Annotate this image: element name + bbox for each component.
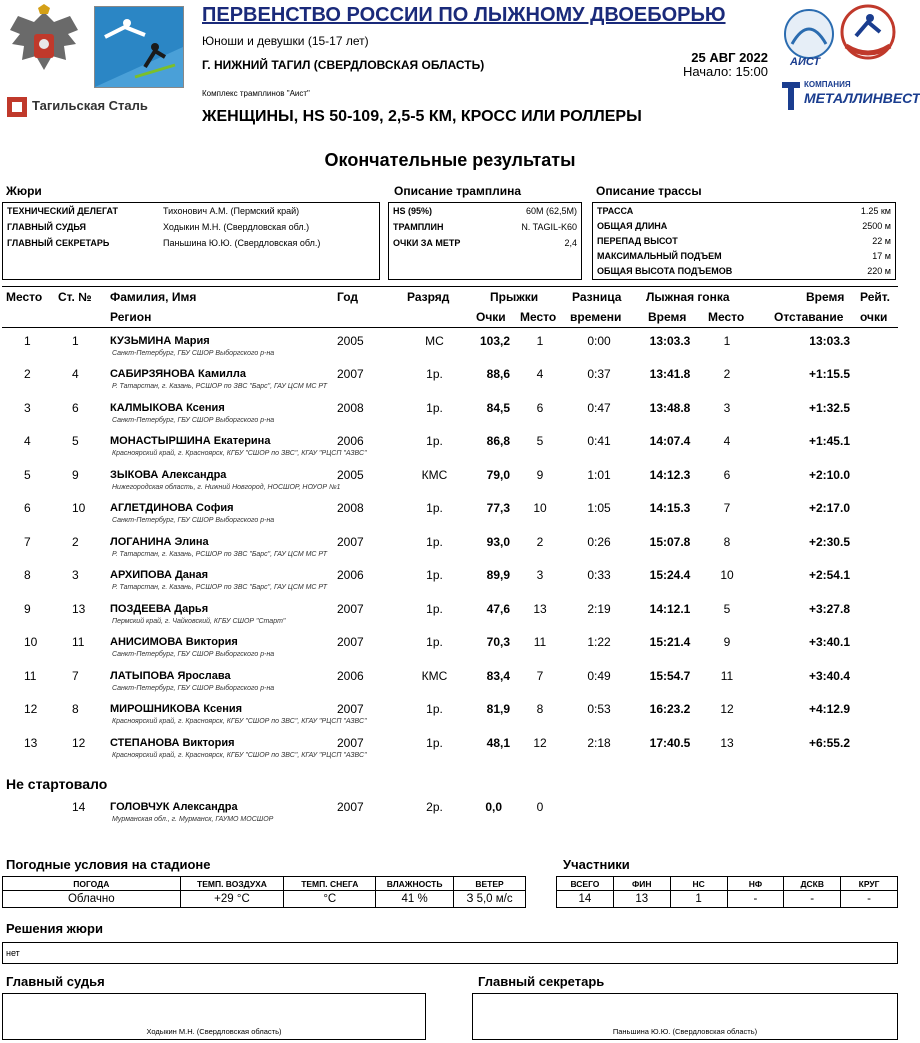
cell-gap: +2:10.0 <box>808 468 850 482</box>
cell-gap: +2:30.5 <box>808 535 850 549</box>
course-key: ПЕРЕПАД ВЫСОТ <box>597 236 678 246</box>
hill-title: Описание трамплина <box>394 184 522 198</box>
cell-ski-place: 5 <box>723 602 731 616</box>
course-title: Описание трассы <box>596 184 702 198</box>
cell-year: 2008 <box>337 501 364 515</box>
cell-year: 2006 <box>337 434 364 448</box>
cell-name: ПОЗДЕЕВА Дарья <box>110 603 209 615</box>
cell-gap: +4:12.9 <box>808 702 850 716</box>
participants-value: 14 <box>557 891 614 908</box>
col-rank: Разряд <box>407 290 450 304</box>
cell-bib: 3 <box>72 568 79 582</box>
weather-header: ТЕМП. ВОЗДУХА <box>180 877 284 891</box>
event-date: 25 АВГ 2022 <box>691 50 768 65</box>
judge-signature-box <box>2 993 426 1040</box>
cell-rank: 2р. <box>426 800 443 814</box>
cell-name: ЛОГАНИНА Элина <box>110 536 209 548</box>
cell-diff: 0:33 <box>587 568 611 582</box>
cell-bib: 2 <box>72 535 79 549</box>
cell-ski-place: 8 <box>723 535 731 549</box>
cell-diff: 1:05 <box>587 501 611 515</box>
event-title: ПЕРВЕНСТВО РОССИИ ПО ЛЫЖНОМУ ДВОЕБОРЬЮ <box>202 4 726 26</box>
aist-logo <box>782 4 836 74</box>
cell-gap: +3:27.8 <box>808 602 850 616</box>
jury-role: ГЛАВНЫЙ СУДЬЯ <box>7 222 87 232</box>
course-value: 17 м <box>872 251 891 261</box>
course-key: ОБЩАЯ ДЛИНА <box>597 221 668 231</box>
cell-name: АНИСИМОВА Виктория <box>110 636 238 648</box>
participants-value: 1 <box>670 891 727 908</box>
cell-region: Красноярский край, г. Красноярск, КГБУ "СШОР по ЗВС", КГАУ "РЦСП "АЗВС" <box>112 450 367 457</box>
jury-name: Ходыкин М.Н. (Свердловская обл.) <box>163 222 310 232</box>
cell-points: 48,1 <box>486 736 510 750</box>
cell-region: Санкт-Петербург, ГБУ СШОР Выборгского р-на <box>112 517 275 524</box>
cell-region: Санкт-Петербург, ГБУ СШОР Выборгского р-на <box>112 417 275 424</box>
cell-rank: МС <box>425 334 444 348</box>
weather-value: °C <box>284 891 376 908</box>
cell-year: 2007 <box>337 602 364 616</box>
cell-bib: 13 <box>72 602 86 616</box>
participants-value: - <box>784 891 841 908</box>
results-header-bottom-line <box>2 327 898 328</box>
table-row <box>0 398 900 431</box>
cell-points: 47,6 <box>486 602 510 616</box>
cell-name: ЛАТЫПОВА Ярослава <box>110 670 231 682</box>
course-key: МАКСИМАЛЬНЫЙ ПОДЪЕМ <box>597 251 722 261</box>
cell-gap: +1:32.5 <box>808 401 850 415</box>
cell-ski-place: 9 <box>723 635 731 649</box>
cell-year: 2007 <box>337 535 364 549</box>
participants-header: КРУГ <box>841 877 898 891</box>
cell-diff: 1:01 <box>587 468 611 482</box>
participants-header: ВСЕГО <box>557 877 614 891</box>
cell-place: 4 <box>24 434 31 448</box>
col-year: Год <box>337 290 358 304</box>
cell-name: СТЕПАНОВА Виктория <box>110 737 235 749</box>
cell-year: 2007 <box>337 635 364 649</box>
metalloinvest-caption: КОМПАНИЯ <box>804 80 851 89</box>
participants-header: ФИН <box>613 877 670 891</box>
cell-points: 88,6 <box>486 367 510 381</box>
col-jump-place: Место <box>520 310 557 324</box>
cell-place: 13 <box>24 736 38 750</box>
cell-jump-place: 12 <box>533 736 547 750</box>
cell-points: 93,0 <box>486 535 510 549</box>
event-discipline: ЖЕНЩИНЫ, HS 50-109, 2,5-5 КМ, КРОСС ИЛИ РОЛЛЕРЫ <box>202 108 642 125</box>
table-row <box>0 364 900 397</box>
cell-rank: 1р. <box>426 535 443 549</box>
dns-title: Не стартовало <box>6 776 108 792</box>
hill-box <box>388 202 582 280</box>
cell-name: КАЛМЫКОВА Ксения <box>110 402 225 414</box>
cell-rank: 1р. <box>426 736 443 750</box>
jury-role: ГЛАВНЫЙ СЕКРЕТАРЬ <box>7 238 110 248</box>
cell-jump-place: 3 <box>536 568 544 582</box>
participants-header: НФ <box>727 877 784 891</box>
cell-name: ГОЛОВЧУК Александра <box>110 801 238 813</box>
cell-gap: +6:55.2 <box>808 736 850 750</box>
hill-key: HS (95%) <box>393 206 433 216</box>
cell-ski-time: 14:07.4 <box>649 434 691 448</box>
results-header-top-line <box>2 286 898 287</box>
cell-gap: +1:15.5 <box>808 367 850 381</box>
decisions-title: Решения жюри <box>6 921 103 936</box>
hill-key: ТРАМПЛИН <box>393 222 444 232</box>
ski-federation-logo <box>840 2 896 72</box>
cell-diff: 0:26 <box>587 535 611 549</box>
weather-value: 41 % <box>376 891 454 908</box>
participants-title: Участники <box>563 857 630 872</box>
cell-points: 81,9 <box>486 702 510 716</box>
cell-rank: 1р. <box>426 568 443 582</box>
jury-title: Жюри <box>6 184 42 198</box>
table-row <box>0 632 900 665</box>
secretary-signature-name: Паньшина Ю.Ю. (Свердловская область) <box>612 1027 758 1036</box>
table-row <box>0 465 900 498</box>
cell-region: Санкт-Петербург, ГБУ СШОР Выборгского р-на <box>112 685 275 692</box>
cell-region: Мурманская обл., г. Мурманск, ГАУМО МОСШОР <box>112 816 274 823</box>
cell-gap: 13:03.3 <box>809 334 850 348</box>
cell-year: 2006 <box>337 568 364 582</box>
table-row <box>0 733 900 766</box>
cell-jump-place: 10 <box>533 501 547 515</box>
ski-jump-logo <box>94 6 184 88</box>
cell-ski-time: 17:40.5 <box>649 736 691 750</box>
cell-name: АРХИПОВА Даная <box>110 569 209 581</box>
course-value: 2500 м <box>862 221 891 231</box>
secretary-signature-title: Главный секретарь <box>478 974 605 989</box>
cell-diff: 0:37 <box>587 367 611 381</box>
cell-year: 2008 <box>337 401 364 415</box>
tagil-steel-text: Тагильская Сталь <box>32 98 148 113</box>
cell-place: 6 <box>24 501 31 515</box>
tagil-steel-logo <box>6 96 186 118</box>
col-rating: Рейт. <box>860 290 890 304</box>
course-key: ТРАССА <box>597 206 634 216</box>
table-row <box>0 565 900 598</box>
cell-ski-place: 4 <box>723 434 731 448</box>
jury-box <box>2 202 380 280</box>
col-place: Место <box>6 290 43 304</box>
weather-header: ВЕТЕР <box>454 877 526 891</box>
cell-bib: 8 <box>72 702 79 716</box>
cell-place: 1 <box>24 334 31 348</box>
table-row <box>0 431 900 464</box>
cell-year: 2007 <box>337 736 364 750</box>
cell-ski-place: 12 <box>720 702 734 716</box>
course-value: 220 м <box>867 266 891 276</box>
col-gap: Отставание <box>774 310 844 324</box>
table-row <box>0 599 900 632</box>
course-value: 22 м <box>872 236 891 246</box>
cell-ski-place: 6 <box>723 468 731 482</box>
decisions-box <box>2 942 898 964</box>
cell-jump-place: 6 <box>536 401 544 415</box>
cell-bib: 6 <box>72 401 79 415</box>
cell-ski-time: 15:21.4 <box>649 635 691 649</box>
cell-ski-place: 2 <box>723 367 731 381</box>
cell-year: 2006 <box>337 669 364 683</box>
participants-header: ДСКВ <box>784 877 841 891</box>
cell-points: 89,9 <box>486 568 510 582</box>
cell-place: 5 <box>24 468 31 482</box>
col-rating-2: очки <box>860 310 888 324</box>
cell-place: 8 <box>24 568 31 582</box>
course-box <box>592 202 896 280</box>
cell-points: 103,2 <box>479 334 510 348</box>
weather-title: Погодные условия на стадионе <box>6 857 211 872</box>
cell-ski-time: 13:41.8 <box>649 367 691 381</box>
table-row <box>0 532 900 565</box>
col-ski: Лыжная гонка <box>646 290 730 304</box>
cell-place: 10 <box>24 635 38 649</box>
cell-points: 77,3 <box>486 501 510 515</box>
cell-ski-time: 15:54.7 <box>649 669 691 683</box>
cell-gap: +2:17.0 <box>808 501 850 515</box>
cell-bib: 5 <box>72 434 79 448</box>
cell-name: МИРОШНИКОВА Ксения <box>110 703 243 715</box>
cell-diff: 2:19 <box>587 602 611 616</box>
cell-jump-place: 0 <box>536 800 544 814</box>
weather-value: З 5,0 м/с <box>454 891 526 908</box>
cell-bib: 12 <box>72 736 86 750</box>
cell-diff: 0:49 <box>587 669 611 683</box>
cell-year: 2007 <box>337 702 364 716</box>
hill-value: 2,4 <box>564 238 577 248</box>
weather-header: ПОГОДА <box>3 877 181 891</box>
cell-rank: 1р. <box>426 434 443 448</box>
event-venue: Комплекс трамплинов "Аист" <box>202 89 310 98</box>
col-jump: Прыжки <box>490 290 539 304</box>
participants-value: - <box>841 891 898 908</box>
dns-row <box>0 797 900 830</box>
cell-place: 7 <box>24 535 31 549</box>
cell-rank: 1р. <box>426 602 443 616</box>
cell-points: 0,0 <box>485 800 502 814</box>
col-ski-place: Место <box>708 310 745 324</box>
table-row <box>0 498 900 531</box>
metalloinvest-text: МЕТАЛЛИНВЕСТ <box>804 90 920 106</box>
table-row <box>0 331 900 364</box>
cell-region: Санкт-Петербург, ГБУ СШОР Выборгского р-на <box>112 651 275 658</box>
hill-key: ОЧКИ ЗА МЕТР <box>393 238 461 248</box>
judge-signature-title: Главный судья <box>6 974 105 989</box>
participants-value: 13 <box>613 891 670 908</box>
weather-header: ВЛАЖНОСТЬ <box>376 877 454 891</box>
secretary-signature-box <box>472 993 898 1040</box>
cell-gap: +2:54.1 <box>808 568 850 582</box>
weather-table <box>2 876 526 908</box>
cell-jump-place: 2 <box>536 535 544 549</box>
event-start-time: Начало: 15:00 <box>682 64 768 79</box>
cell-bib: 7 <box>72 669 79 683</box>
cell-gap: +3:40.4 <box>808 669 850 683</box>
cell-bib: 4 <box>72 367 79 381</box>
cell-jump-place: 9 <box>536 468 544 482</box>
cell-ski-place: 13 <box>720 736 734 750</box>
cell-points: 83,4 <box>486 669 510 683</box>
cell-jump-place: 5 <box>536 434 544 448</box>
cell-region: Р. Татарстан, г. Казань, РСШОР по ЗВС "Барс", ГАУ ЦСМ МС РТ <box>112 551 327 558</box>
document-title: Окончательные результаты <box>324 150 576 170</box>
cell-bib: 9 <box>72 468 79 482</box>
cell-ski-time: 16:23.2 <box>649 702 691 716</box>
participants-header: НС <box>670 877 727 891</box>
col-points: Очки <box>476 310 506 324</box>
cell-ski-place: 7 <box>723 501 731 515</box>
decisions-text: нет <box>6 948 20 958</box>
cell-place: 2 <box>24 367 31 381</box>
metalloinvest-logo <box>782 80 920 114</box>
cell-place: 11 <box>24 669 37 683</box>
cell-name: САБИРЗЯНОВА Камилла <box>110 368 246 380</box>
cell-jump-place: 13 <box>533 602 547 616</box>
cell-jump-place: 11 <box>533 635 547 649</box>
cell-diff: 0:41 <box>587 434 611 448</box>
cell-name: МОНАСТЫРШИНА Екатерина <box>110 435 271 447</box>
participants-value: - <box>727 891 784 908</box>
cell-rank: 1р. <box>426 367 443 381</box>
weather-header: ТЕМП. СНЕГА <box>284 877 376 891</box>
weather-value: +29 °C <box>180 891 284 908</box>
weather-value: Облачно <box>3 891 181 908</box>
cell-year: 2005 <box>337 334 364 348</box>
col-name: Фамилия, Имя <box>110 290 197 304</box>
cell-name: ЗЫКОВА Александра <box>110 469 227 481</box>
cell-bib: 1 <box>72 334 79 348</box>
cell-rank: 1р. <box>426 401 443 415</box>
cell-points: 70,3 <box>486 635 510 649</box>
cell-rank: 1р. <box>426 501 443 515</box>
col-region: Регион <box>110 310 152 324</box>
cell-place: 9 <box>24 602 31 616</box>
cell-gap: +1:45.1 <box>808 434 850 448</box>
cell-jump-place: 1 <box>536 334 544 348</box>
cell-ski-time: 15:07.8 <box>649 535 691 549</box>
cell-ski-place: 1 <box>723 334 731 348</box>
cell-diff: 1:22 <box>587 635 611 649</box>
cell-year: 2005 <box>337 468 364 482</box>
col-diff: Разница <box>572 290 622 304</box>
table-row <box>0 699 900 732</box>
cell-year: 2007 <box>337 800 364 814</box>
event-category: Юноши и девушки (15-17 лет) <box>202 34 369 48</box>
cell-jump-place: 8 <box>536 702 544 716</box>
participants-table <box>556 876 898 908</box>
coat-of-arms-logo <box>4 4 84 88</box>
cell-ski-time: 14:12.1 <box>649 602 691 616</box>
col-diff-2: времени <box>570 310 622 324</box>
cell-region: Пермский край, г. Чайковский, КГБУ СШОР "Старт" <box>112 618 286 625</box>
cell-points: 86,8 <box>486 434 510 448</box>
course-value: 1.25 км <box>860 206 891 216</box>
cell-ski-time: 14:12.3 <box>649 468 691 482</box>
table-row <box>0 666 900 699</box>
cell-rank: 1р. <box>426 702 443 716</box>
cell-bib: 11 <box>72 635 85 649</box>
course-key: ОБЩАЯ ВЫСОТА ПОДЪЕМОВ <box>597 266 733 276</box>
cell-ski-time: 13:48.8 <box>649 401 691 415</box>
judge-signature-name: Ходыкин М.Н. (Свердловская область) <box>146 1027 282 1036</box>
cell-name: КУЗЬМИНА Мария <box>110 335 210 347</box>
cell-rank: КМС <box>421 669 448 683</box>
cell-name: АГЛЕТДИНОВА София <box>110 502 234 514</box>
cell-place: 3 <box>24 401 31 415</box>
cell-region: Красноярский край, г. Красноярск, КГБУ "СШОР по ЗВС", КГАУ "РЦСП "АЗВС" <box>112 718 367 725</box>
cell-jump-place: 7 <box>536 669 544 683</box>
cell-points: 79,0 <box>486 468 510 482</box>
col-total: Время <box>806 290 845 304</box>
cell-rank: КМС <box>421 468 448 482</box>
cell-place: 12 <box>24 702 38 716</box>
hill-value: 60М (62,5М) <box>525 206 577 216</box>
cell-ski-time: 14:15.3 <box>649 501 691 515</box>
cell-points: 84,5 <box>486 401 510 415</box>
cell-region: Р. Татарстан, г. Казань, РСШОР по ЗВС "Барс", ГАУ ЦСМ МС РТ <box>112 383 327 390</box>
cell-gap: +3:40.1 <box>808 635 850 649</box>
cell-ski-place: 11 <box>720 669 734 683</box>
cell-region: Нижегородская область, г. Нижний Новгород, НОСШОР, НОУОР №1 <box>112 484 341 491</box>
cell-diff: 2:18 <box>587 736 611 750</box>
cell-bib: 14 <box>72 800 86 814</box>
cell-diff: 0:00 <box>587 334 611 348</box>
cell-ski-place: 3 <box>723 401 731 415</box>
cell-region: Р. Татарстан, г. Казань, РСШОР по ЗВС "Барс", ГАУ ЦСМ МС РТ <box>112 584 327 591</box>
event-location: Г. НИЖНИЙ ТАГИЛ (СВЕРДЛОВСКАЯ ОБЛАСТЬ) <box>202 58 485 72</box>
cell-region: Красноярский край, г. Красноярск, КГБУ "СШОР по ЗВС", КГАУ "РЦСП "АЗВС" <box>112 752 367 759</box>
aist-logo-text: АИСТ <box>790 56 821 68</box>
cell-rank: 1р. <box>426 635 443 649</box>
jury-name: Тихонович А.М. (Пермский край) <box>163 206 300 216</box>
cell-ski-time: 13:03.3 <box>649 334 691 348</box>
cell-bib: 10 <box>72 501 86 515</box>
jury-role: ТЕХНИЧЕСКИЙ ДЕЛЕГАТ <box>7 206 119 216</box>
cell-year: 2007 <box>337 367 364 381</box>
hill-value: N. TAGIL-K60 <box>521 222 577 232</box>
cell-diff: 0:53 <box>587 702 611 716</box>
jury-name: Паньшина Ю.Ю. (Свердловская обл.) <box>163 238 321 248</box>
cell-diff: 0:47 <box>587 401 611 415</box>
cell-jump-place: 4 <box>536 367 544 381</box>
cell-ski-place: 10 <box>720 568 734 582</box>
col-bib: Ст. № <box>58 290 92 304</box>
col-ski-time: Время <box>648 310 687 324</box>
cell-region: Санкт-Петербург, ГБУ СШОР Выборгского р-на <box>112 350 275 357</box>
cell-ski-time: 15:24.4 <box>649 568 691 582</box>
